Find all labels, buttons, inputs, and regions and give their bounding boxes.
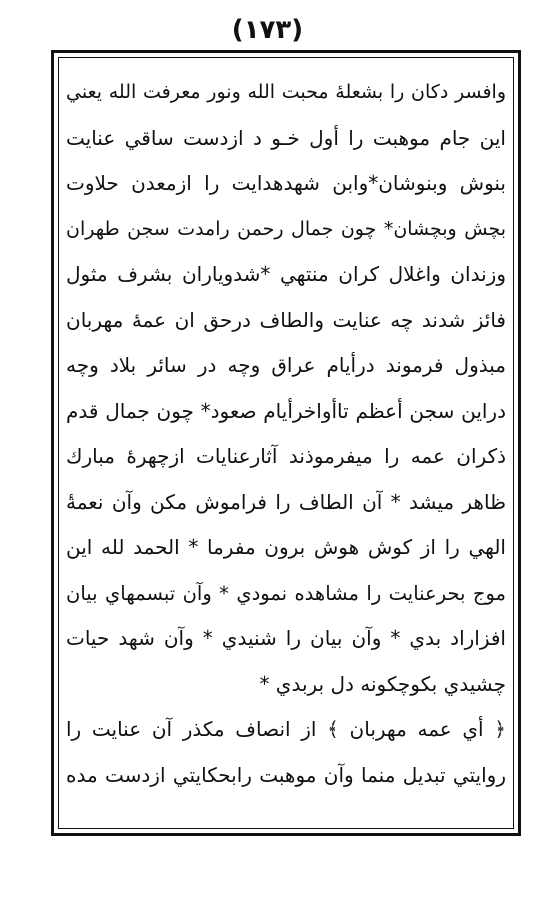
text-line: بچش وبچشان* چون جمال رحمن رامدت سجن طهران [66,217,506,240]
text-line: وزندان واغلال كران منتهي *شدوياران بشرف مثول [66,262,506,286]
text-line: وافسر دكان را بشعلهٔ محبت الله ونور معرفت الله يعني [66,81,506,103]
text-line: ﴿ أي عمه مهربان ﴾ از انصاف مكذر آن عنايت را [66,717,506,741]
text-line: موج بحرعنايت را مشاهده نمودي * وآن تبسمهاي بيان [66,581,506,605]
text-line: ظاهر ميشد * آن الطاف را فراموش مكن وآن نعمةٔ [66,489,506,514]
text-line: دراين سجن أعظم تاأواخرأيام صعود* چون جمال قدم [66,398,506,423]
text-line: بنوش وبنوشان*وابن شهدهدايت را ازمعدن حلاوت [66,171,506,195]
page-number: (١٧٣) [231,15,304,45]
text-line: چشيدي بكوچكونه دل بربدي * [259,671,506,696]
text-line: ذكران عمه را ميفرموذند آثارعنايات ازچهرهٔ مبارك [66,444,506,468]
text-line: الهي را از كوش هوش برون مفرما * الحمد لله اين [66,535,506,559]
body-text [66,70,506,798]
text-line: روايتي تبديل منما وآن موهبت رابحكايتي ازدست مده [66,762,506,787]
text-line: فائز شدند چه عنايت والطاف درحق ان عمهٔ مهربان [66,307,506,332]
text-line: مبذول فرموند درأيام عراق وچه در سائر بلاد وچه [66,353,506,377]
text-line: اين جام موهبت را أول خـو د ازدست ساقي عنايت [66,125,506,150]
text-line: افزاراد بدي * وآن بيان را شنيدي * وآن شهد حيات [66,626,506,650]
